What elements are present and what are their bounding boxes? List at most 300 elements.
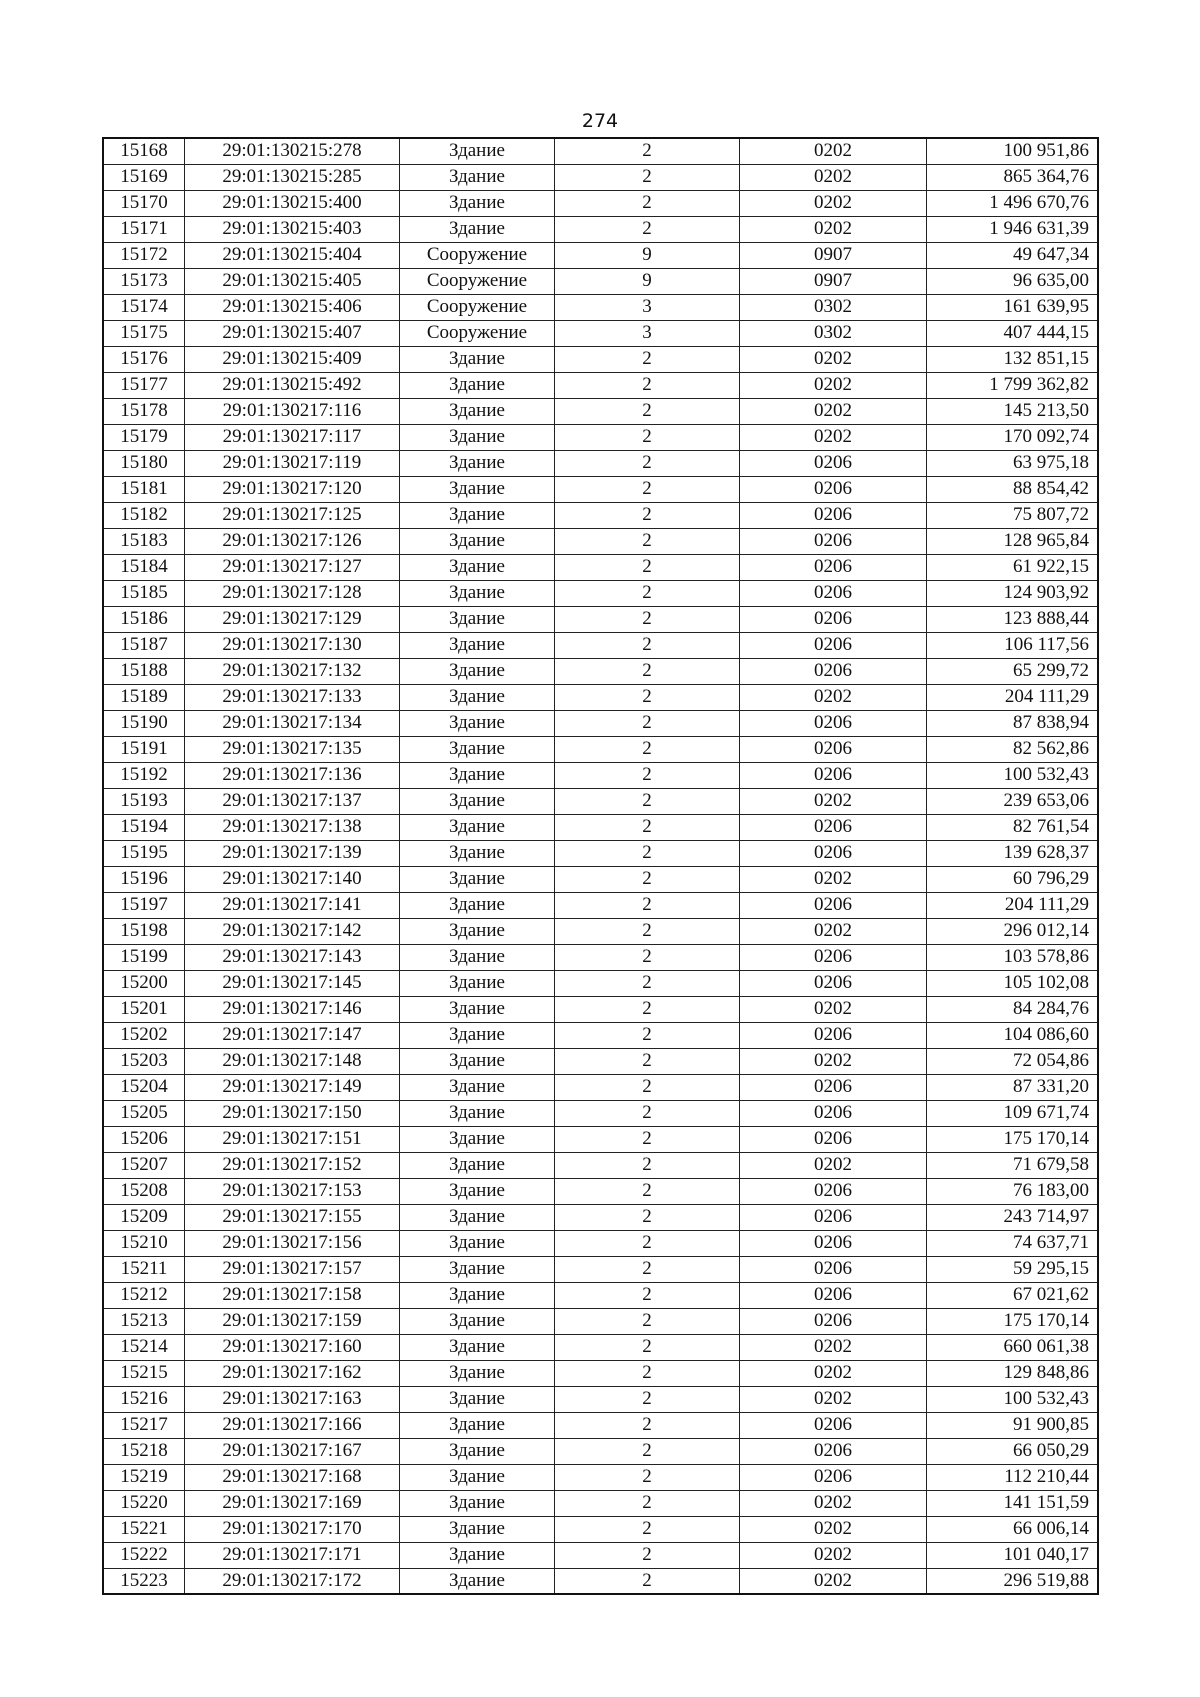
row-number-cell: 15212 — [103, 1282, 185, 1308]
row-number-cell: 15217 — [103, 1412, 185, 1438]
subgroup-code-cell: 0206 — [740, 1204, 927, 1230]
group-number-cell: 2 — [555, 970, 740, 996]
object-type-cell: Здание — [400, 606, 555, 632]
row-number-cell: 15176 — [103, 346, 185, 372]
cadastral-number-cell: 29:01:130215:492 — [185, 372, 400, 398]
row-number-cell: 15223 — [103, 1568, 185, 1594]
table-row — [103, 1334, 1098, 1360]
subgroup-code-cell: 0202 — [740, 1542, 927, 1568]
cadastral-number-cell: 29:01:130217:133 — [185, 684, 400, 710]
table-row — [103, 1360, 1098, 1386]
group-number-cell: 2 — [555, 996, 740, 1022]
cadastral-number-cell: 29:01:130217:171 — [185, 1542, 400, 1568]
cadastral-number-cell: 29:01:130215:404 — [185, 242, 400, 268]
row-number-cell: 15202 — [103, 1022, 185, 1048]
cadastral-value-cell: 407 444,15 — [927, 320, 1099, 346]
row-number-cell: 15210 — [103, 1230, 185, 1256]
cadastral-value-cell: 128 965,84 — [927, 528, 1099, 554]
group-number-cell: 2 — [555, 554, 740, 580]
subgroup-code-cell: 0206 — [740, 606, 927, 632]
group-number-cell: 2 — [555, 580, 740, 606]
subgroup-code-cell: 0206 — [740, 736, 927, 762]
cadastral-number-cell: 29:01:130217:139 — [185, 840, 400, 866]
cadastral-value-cell: 109 671,74 — [927, 1100, 1099, 1126]
group-number-cell: 2 — [555, 1204, 740, 1230]
subgroup-code-cell: 0202 — [740, 346, 927, 372]
row-number-cell: 15197 — [103, 892, 185, 918]
cadastral-value-cell: 76 183,00 — [927, 1178, 1099, 1204]
cadastral-value-cell: 175 170,14 — [927, 1308, 1099, 1334]
object-type-cell: Здание — [400, 1204, 555, 1230]
row-number-cell: 15187 — [103, 632, 185, 658]
page-number: 274 — [581, 110, 619, 132]
cadastral-value-cell: 74 637,71 — [927, 1230, 1099, 1256]
object-type-cell: Здание — [400, 762, 555, 788]
subgroup-code-cell: 0206 — [740, 1126, 927, 1152]
cadastral-number-cell: 29:01:130217:130 — [185, 632, 400, 658]
subgroup-code-cell: 0202 — [740, 1048, 927, 1074]
table-row — [103, 372, 1098, 398]
object-type-cell: Здание — [400, 1230, 555, 1256]
cadastral-number-cell: 29:01:130217:155 — [185, 1204, 400, 1230]
subgroup-code-cell: 0206 — [740, 970, 927, 996]
subgroup-code-cell: 0206 — [740, 1074, 927, 1100]
cadastral-value-cell: 59 295,15 — [927, 1256, 1099, 1282]
cadastral-value-cell: 84 284,76 — [927, 996, 1099, 1022]
group-number-cell: 2 — [555, 1100, 740, 1126]
cadastral-number-cell: 29:01:130217:157 — [185, 1256, 400, 1282]
object-type-cell: Сооружение — [400, 294, 555, 320]
cadastral-number-cell: 29:01:130217:147 — [185, 1022, 400, 1048]
cadastral-value-cell: 112 210,44 — [927, 1464, 1099, 1490]
cadastral-number-cell: 29:01:130217:129 — [185, 606, 400, 632]
cadastral-value-cell: 124 903,92 — [927, 580, 1099, 606]
table-row — [103, 1152, 1098, 1178]
subgroup-code-cell: 0206 — [740, 892, 927, 918]
subgroup-code-cell: 0206 — [740, 814, 927, 840]
subgroup-code-cell: 0206 — [740, 840, 927, 866]
row-number-cell: 15220 — [103, 1490, 185, 1516]
object-type-cell: Здание — [400, 632, 555, 658]
subgroup-code-cell: 0206 — [740, 710, 927, 736]
cadastral-number-cell: 29:01:130217:120 — [185, 476, 400, 502]
cadastral-value-table — [102, 137, 1099, 1595]
cadastral-value-cell: 49 647,34 — [927, 242, 1099, 268]
group-number-cell: 2 — [555, 658, 740, 684]
object-type-cell: Здание — [400, 346, 555, 372]
object-type-cell: Здание — [400, 1152, 555, 1178]
group-number-cell: 2 — [555, 632, 740, 658]
table-row — [103, 606, 1098, 632]
subgroup-code-cell: 0206 — [740, 1464, 927, 1490]
row-number-cell: 15211 — [103, 1256, 185, 1282]
row-number-cell: 15170 — [103, 190, 185, 216]
table-row — [103, 892, 1098, 918]
subgroup-code-cell: 0206 — [740, 1256, 927, 1282]
cadastral-value-cell: 100 532,43 — [927, 762, 1099, 788]
subgroup-code-cell: 0206 — [740, 528, 927, 554]
cadastral-value-cell: 88 854,42 — [927, 476, 1099, 502]
subgroup-code-cell: 0302 — [740, 294, 927, 320]
row-number-cell: 15195 — [103, 840, 185, 866]
table-row — [103, 320, 1098, 346]
cadastral-number-cell: 29:01:130217:142 — [185, 918, 400, 944]
table-row — [103, 1438, 1098, 1464]
object-type-cell: Здание — [400, 814, 555, 840]
object-type-cell: Здание — [400, 1438, 555, 1464]
subgroup-code-cell: 0202 — [740, 1360, 927, 1386]
row-number-cell: 15171 — [103, 216, 185, 242]
row-number-cell: 15206 — [103, 1126, 185, 1152]
object-type-cell: Здание — [400, 658, 555, 684]
row-number-cell: 15207 — [103, 1152, 185, 1178]
group-number-cell: 3 — [555, 294, 740, 320]
table-row — [103, 346, 1098, 372]
row-number-cell: 15183 — [103, 528, 185, 554]
group-number-cell: 2 — [555, 372, 740, 398]
object-type-cell: Здание — [400, 1126, 555, 1152]
cadastral-number-cell: 29:01:130217:141 — [185, 892, 400, 918]
cadastral-value-cell: 66 050,29 — [927, 1438, 1099, 1464]
group-number-cell: 2 — [555, 1542, 740, 1568]
row-number-cell: 15205 — [103, 1100, 185, 1126]
row-number-cell: 15186 — [103, 606, 185, 632]
table-row — [103, 632, 1098, 658]
subgroup-code-cell: 0206 — [740, 1100, 927, 1126]
subgroup-code-cell: 0202 — [740, 398, 927, 424]
cadastral-value-cell: 66 006,14 — [927, 1516, 1099, 1542]
table-row — [103, 944, 1098, 970]
object-type-cell: Здание — [400, 684, 555, 710]
object-type-cell: Здание — [400, 372, 555, 398]
cadastral-number-cell: 29:01:130217:119 — [185, 450, 400, 476]
group-number-cell: 2 — [555, 1568, 740, 1594]
row-number-cell: 15203 — [103, 1048, 185, 1074]
object-type-cell: Здание — [400, 996, 555, 1022]
table-row — [103, 1282, 1098, 1308]
table-row — [103, 970, 1098, 996]
row-number-cell: 15180 — [103, 450, 185, 476]
subgroup-code-cell: 0202 — [740, 866, 927, 892]
group-number-cell: 9 — [555, 268, 740, 294]
cadastral-number-cell: 29:01:130217:116 — [185, 398, 400, 424]
cadastral-value-cell: 71 679,58 — [927, 1152, 1099, 1178]
cadastral-value-cell: 106 117,56 — [927, 632, 1099, 658]
table-row — [103, 1048, 1098, 1074]
group-number-cell: 2 — [555, 606, 740, 632]
cadastral-value-cell: 67 021,62 — [927, 1282, 1099, 1308]
table-row — [103, 450, 1098, 476]
cadastral-number-cell: 29:01:130217:132 — [185, 658, 400, 684]
group-number-cell: 2 — [555, 1126, 740, 1152]
group-number-cell: 2 — [555, 1464, 740, 1490]
object-type-cell: Здание — [400, 190, 555, 216]
cadastral-value-cell: 175 170,14 — [927, 1126, 1099, 1152]
cadastral-number-cell: 29:01:130217:126 — [185, 528, 400, 554]
object-type-cell: Здание — [400, 918, 555, 944]
object-type-cell: Здание — [400, 1542, 555, 1568]
group-number-cell: 2 — [555, 710, 740, 736]
cadastral-number-cell: 29:01:130217:153 — [185, 1178, 400, 1204]
cadastral-value-cell: 145 213,50 — [927, 398, 1099, 424]
row-number-cell: 15219 — [103, 1464, 185, 1490]
cadastral-number-cell: 29:01:130215:403 — [185, 216, 400, 242]
table-row — [103, 554, 1098, 580]
subgroup-code-cell: 0206 — [740, 1022, 927, 1048]
group-number-cell: 2 — [555, 918, 740, 944]
cadastral-value-cell: 123 888,44 — [927, 606, 1099, 632]
table-row — [103, 1126, 1098, 1152]
subgroup-code-cell: 0206 — [740, 554, 927, 580]
cadastral-number-cell: 29:01:130217:143 — [185, 944, 400, 970]
cadastral-value-cell: 82 562,86 — [927, 736, 1099, 762]
cadastral-number-cell: 29:01:130217:150 — [185, 1100, 400, 1126]
row-number-cell: 15199 — [103, 944, 185, 970]
subgroup-code-cell: 0206 — [740, 1178, 927, 1204]
cadastral-number-cell: 29:01:130215:406 — [185, 294, 400, 320]
subgroup-code-cell: 0206 — [740, 762, 927, 788]
cadastral-number-cell: 29:01:130217:145 — [185, 970, 400, 996]
cadastral-number-cell: 29:01:130217:168 — [185, 1464, 400, 1490]
cadastral-number-cell: 29:01:130215:400 — [185, 190, 400, 216]
group-number-cell: 2 — [555, 788, 740, 814]
table-row — [103, 658, 1098, 684]
table-row — [103, 268, 1098, 294]
table-row — [103, 528, 1098, 554]
table-row — [103, 1386, 1098, 1412]
cadastral-value-cell: 204 111,29 — [927, 684, 1099, 710]
row-number-cell: 15172 — [103, 242, 185, 268]
group-number-cell: 2 — [555, 944, 740, 970]
object-type-cell: Сооружение — [400, 268, 555, 294]
object-type-cell: Сооружение — [400, 320, 555, 346]
cadastral-value-cell: 104 086,60 — [927, 1022, 1099, 1048]
object-type-cell: Здание — [400, 1464, 555, 1490]
cadastral-number-cell: 29:01:130217:170 — [185, 1516, 400, 1542]
table-row — [103, 1542, 1098, 1568]
table-row — [103, 814, 1098, 840]
cadastral-value-cell: 161 639,95 — [927, 294, 1099, 320]
row-number-cell: 15213 — [103, 1308, 185, 1334]
table-row — [103, 788, 1098, 814]
cadastral-value-cell: 132 851,15 — [927, 346, 1099, 372]
group-number-cell: 2 — [555, 190, 740, 216]
object-type-cell: Здание — [400, 450, 555, 476]
cadastral-number-cell: 29:01:130215:409 — [185, 346, 400, 372]
subgroup-code-cell: 0302 — [740, 320, 927, 346]
cadastral-number-cell: 29:01:130215:285 — [185, 164, 400, 190]
subgroup-code-cell: 0202 — [740, 164, 927, 190]
cadastral-value-cell: 296 012,14 — [927, 918, 1099, 944]
cadastral-number-cell: 29:01:130217:125 — [185, 502, 400, 528]
row-number-cell: 15196 — [103, 866, 185, 892]
subgroup-code-cell: 0202 — [740, 1516, 927, 1542]
group-number-cell: 2 — [555, 1074, 740, 1100]
cadastral-value-cell: 243 714,97 — [927, 1204, 1099, 1230]
group-number-cell: 2 — [555, 1178, 740, 1204]
subgroup-code-cell: 0202 — [740, 996, 927, 1022]
table-row — [103, 476, 1098, 502]
object-type-cell: Здание — [400, 528, 555, 554]
cadastral-number-cell: 29:01:130217:163 — [185, 1386, 400, 1412]
cadastral-number-cell: 29:01:130217:127 — [185, 554, 400, 580]
object-type-cell: Здание — [400, 138, 555, 164]
object-type-cell: Здание — [400, 1100, 555, 1126]
cadastral-value-cell: 75 807,72 — [927, 502, 1099, 528]
object-type-cell: Здание — [400, 944, 555, 970]
object-type-cell: Здание — [400, 1568, 555, 1594]
object-type-cell: Здание — [400, 788, 555, 814]
cadastral-value-cell: 82 761,54 — [927, 814, 1099, 840]
table-row — [103, 190, 1098, 216]
object-type-cell: Здание — [400, 1048, 555, 1074]
subgroup-code-cell: 0202 — [740, 1386, 927, 1412]
row-number-cell: 15198 — [103, 918, 185, 944]
table-row — [103, 1074, 1098, 1100]
table-row — [103, 1308, 1098, 1334]
subgroup-code-cell: 0202 — [740, 1568, 927, 1594]
cadastral-number-cell: 29:01:130217:134 — [185, 710, 400, 736]
cadastral-value-cell: 141 151,59 — [927, 1490, 1099, 1516]
cadastral-value-cell: 129 848,86 — [927, 1360, 1099, 1386]
group-number-cell: 2 — [555, 450, 740, 476]
group-number-cell: 2 — [555, 1152, 740, 1178]
subgroup-code-cell: 0202 — [740, 1152, 927, 1178]
cadastral-value-cell: 204 111,29 — [927, 892, 1099, 918]
object-type-cell: Здание — [400, 164, 555, 190]
table-row — [103, 294, 1098, 320]
subgroup-code-cell: 0202 — [740, 918, 927, 944]
subgroup-code-cell: 0206 — [740, 1308, 927, 1334]
object-type-cell: Здание — [400, 1386, 555, 1412]
cadastral-value-cell: 100 951,86 — [927, 138, 1099, 164]
cadastral-number-cell: 29:01:130217:160 — [185, 1334, 400, 1360]
row-number-cell: 15193 — [103, 788, 185, 814]
object-type-cell: Здание — [400, 1282, 555, 1308]
cadastral-number-cell: 29:01:130217:117 — [185, 424, 400, 450]
row-number-cell: 15178 — [103, 398, 185, 424]
table-row — [103, 736, 1098, 762]
subgroup-code-cell: 0202 — [740, 190, 927, 216]
group-number-cell: 2 — [555, 216, 740, 242]
table-row — [103, 996, 1098, 1022]
cadastral-value-cell: 296 519,88 — [927, 1568, 1099, 1594]
cadastral-number-cell: 29:01:130215:407 — [185, 320, 400, 346]
row-number-cell: 15216 — [103, 1386, 185, 1412]
group-number-cell: 2 — [555, 1438, 740, 1464]
cadastral-value-cell: 103 578,86 — [927, 944, 1099, 970]
cadastral-value-cell: 60 796,29 — [927, 866, 1099, 892]
subgroup-code-cell: 0202 — [740, 424, 927, 450]
cadastral-value-cell: 105 102,08 — [927, 970, 1099, 996]
object-type-cell: Здание — [400, 1360, 555, 1386]
table-row — [103, 1490, 1098, 1516]
group-number-cell: 2 — [555, 1516, 740, 1542]
object-type-cell: Здание — [400, 710, 555, 736]
group-number-cell: 2 — [555, 1048, 740, 1074]
cadastral-value-cell: 61 922,15 — [927, 554, 1099, 580]
cadastral-number-cell: 29:01:130217:172 — [185, 1568, 400, 1594]
row-number-cell: 15215 — [103, 1360, 185, 1386]
table-row — [103, 1568, 1098, 1594]
row-number-cell: 15188 — [103, 658, 185, 684]
subgroup-code-cell: 0206 — [740, 1282, 927, 1308]
cadastral-number-cell: 29:01:130217:136 — [185, 762, 400, 788]
row-number-cell: 15185 — [103, 580, 185, 606]
subgroup-code-cell: 0206 — [740, 944, 927, 970]
row-number-cell: 15175 — [103, 320, 185, 346]
object-type-cell: Здание — [400, 580, 555, 606]
object-type-cell: Здание — [400, 216, 555, 242]
table-row — [103, 1464, 1098, 1490]
cadastral-value-cell: 87 838,94 — [927, 710, 1099, 736]
subgroup-code-cell: 0206 — [740, 580, 927, 606]
cadastral-number-cell: 29:01:130217:140 — [185, 866, 400, 892]
object-type-cell: Здание — [400, 424, 555, 450]
object-type-cell: Здание — [400, 1022, 555, 1048]
row-number-cell: 15189 — [103, 684, 185, 710]
cadastral-number-cell: 29:01:130217:137 — [185, 788, 400, 814]
cadastral-number-cell: 29:01:130215:278 — [185, 138, 400, 164]
group-number-cell: 2 — [555, 1412, 740, 1438]
group-number-cell: 2 — [555, 476, 740, 502]
group-number-cell: 2 — [555, 1022, 740, 1048]
row-number-cell: 15222 — [103, 1542, 185, 1568]
object-type-cell: Здание — [400, 840, 555, 866]
subgroup-code-cell: 0206 — [740, 450, 927, 476]
table-row — [103, 1022, 1098, 1048]
row-number-cell: 15214 — [103, 1334, 185, 1360]
group-number-cell: 2 — [555, 1386, 740, 1412]
group-number-cell: 2 — [555, 346, 740, 372]
cadastral-number-cell: 29:01:130217:148 — [185, 1048, 400, 1074]
row-number-cell: 15182 — [103, 502, 185, 528]
table-row — [103, 164, 1098, 190]
table-row — [103, 1204, 1098, 1230]
table-row — [103, 840, 1098, 866]
table-row — [103, 684, 1098, 710]
group-number-cell: 3 — [555, 320, 740, 346]
table-row — [103, 710, 1098, 736]
table-row — [103, 424, 1098, 450]
subgroup-code-cell: 0202 — [740, 216, 927, 242]
group-number-cell: 2 — [555, 762, 740, 788]
subgroup-code-cell: 0907 — [740, 268, 927, 294]
cadastral-number-cell: 29:01:130217:158 — [185, 1282, 400, 1308]
group-number-cell: 2 — [555, 1308, 740, 1334]
row-number-cell: 15181 — [103, 476, 185, 502]
subgroup-code-cell: 0202 — [740, 684, 927, 710]
row-number-cell: 15173 — [103, 268, 185, 294]
table-row — [103, 1412, 1098, 1438]
cadastral-value-cell: 239 653,06 — [927, 788, 1099, 814]
row-number-cell: 15184 — [103, 554, 185, 580]
cadastral-value-cell: 170 092,74 — [927, 424, 1099, 450]
cadastral-value-cell: 91 900,85 — [927, 1412, 1099, 1438]
cadastral-number-cell: 29:01:130217:152 — [185, 1152, 400, 1178]
object-type-cell: Здание — [400, 398, 555, 424]
table-row — [103, 580, 1098, 606]
group-number-cell: 2 — [555, 1256, 740, 1282]
group-number-cell: 2 — [555, 892, 740, 918]
object-type-cell: Здание — [400, 476, 555, 502]
table-row — [103, 138, 1098, 164]
row-number-cell: 15200 — [103, 970, 185, 996]
cadastral-number-cell: 29:01:130217:159 — [185, 1308, 400, 1334]
cadastral-value-cell: 96 635,00 — [927, 268, 1099, 294]
row-number-cell: 15177 — [103, 372, 185, 398]
row-number-cell: 15204 — [103, 1074, 185, 1100]
